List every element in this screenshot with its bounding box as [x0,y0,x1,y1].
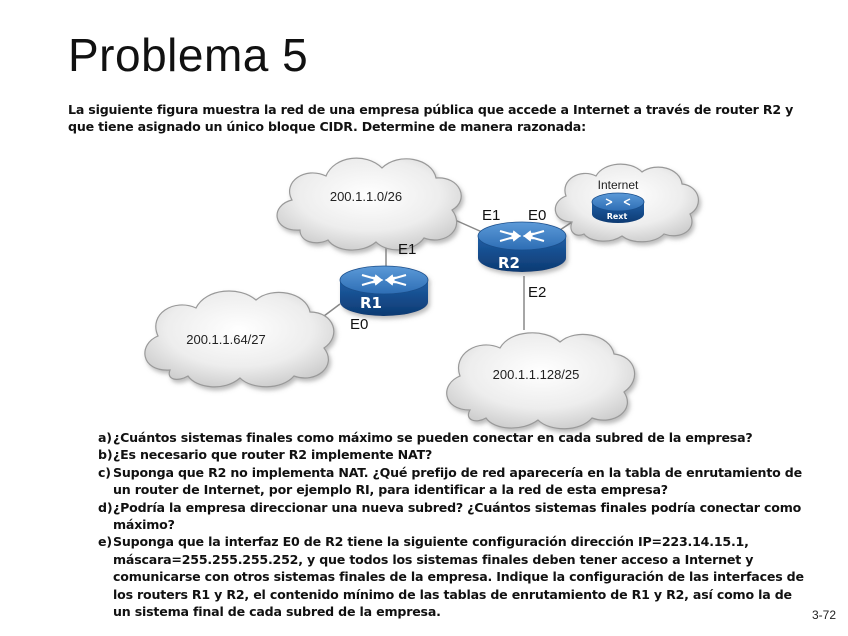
cloud-net-top-label: 200.1.1.0/26 [329,189,403,204]
router-r1-label: R1 [360,294,382,312]
question-list [98,429,804,620]
question-label: d) [98,499,113,515]
intro-line: que tiene asignado un único bloque CIDR. Determine de manera razonada: [68,119,586,134]
question-c [98,464,802,499]
page-number: 3-72 [811,608,836,622]
intro-line: La siguiente figura muestra la red de una empresa pública que accede a Internet a través de router R2 y [68,102,794,117]
question-text: comunicarse con otros sistemas finales de la empresa. Indique la configuración de las interfaces de [113,569,804,585]
interface-r1-e0: E0 [350,316,369,333]
router-rext-label: Rext [606,212,628,221]
question-text: Suponga que R2 no implementa NAT. ¿Qué prefijo de red aparecería en la tabla de enrutamiento de [113,464,802,480]
question-e [98,533,804,620]
question-label: c) [98,464,111,480]
question-text: ¿Es necesario que router R2 implemente NAT? [113,447,433,463]
interface-r2-e1: E1 [482,207,501,224]
cloud-net-top [277,158,461,250]
router-r2-label: R2 [498,254,520,272]
router-r2 [478,222,566,272]
question-label: b) [98,447,113,463]
question-d [98,499,802,534]
question-label: e) [98,534,112,550]
question-text: un router de Internet, por ejemplo RI, para identificar a la red de esta empresa? [113,482,668,498]
interface-r1-e1: E1 [398,241,417,258]
question-text: Suponga que la interfaz E0 de R2 tiene la siguiente configuración dirección IP=223.14.15.1, [113,534,749,550]
question-text: los routers R1 y R2, el contenido mínimo de las tablas de enrutamiento de R1 y R2, así como la de [113,586,792,602]
question-text: ¿Cuántos sistemas finales como máximo se pueden conectar en cada subred de la empresa? [113,430,753,445]
question-text: máximo? [113,517,175,533]
router-r1 [340,266,428,316]
interface-r2-e2: E2 [528,284,547,301]
question-b [98,446,798,463]
question-label: a) [98,430,112,445]
cloud-internet-label: Internet [597,178,639,192]
cloud-net-left-label: 200.1.1.64/27 [186,332,266,347]
question-text: máscara=255.255.255.252, y que todos los sistemas finales deben tener acceso a Internet y [113,551,754,567]
interface-r2-e0: E0 [528,207,547,224]
question-a [98,429,798,446]
question-text: ¿Podría la empresa direccionar una nueva subred? ¿Cuántos sistemas finales podría conectar como [113,499,802,515]
cloud-net-bottom-label: 200.1.1.128/25 [492,367,580,382]
question-text: un sistema final de cada subred de la empresa. [113,604,441,620]
slide-title: Problema 5 [68,29,309,81]
